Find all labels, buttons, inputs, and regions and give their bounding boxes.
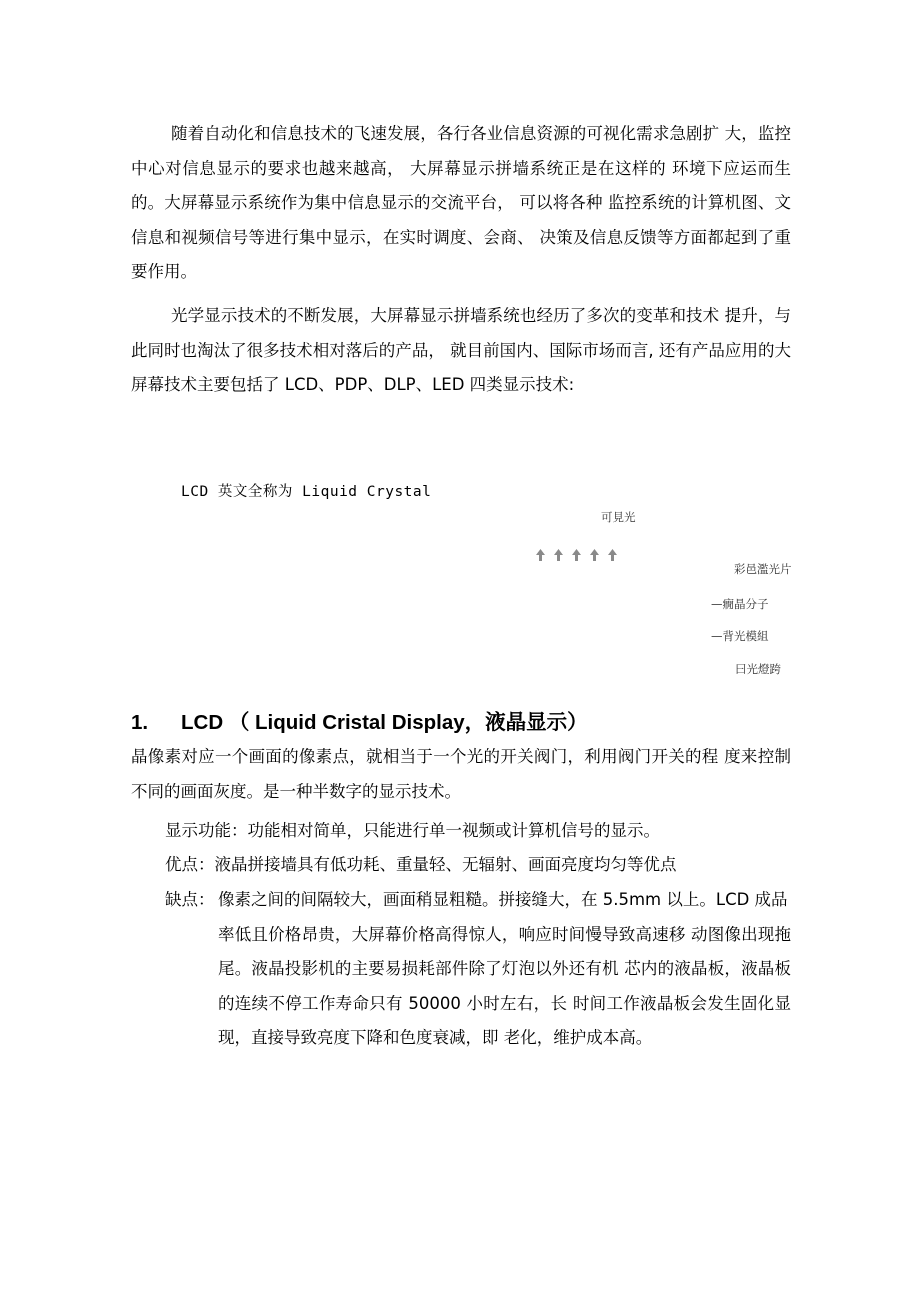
- section-heading: [131, 705, 588, 735]
- disadvantages-rest: 率低且价格昂贵，大屏幕价格高得惊人，响应时间慢导致高速移 动图像出现拖尾。液晶投影机的主要易损耗部件除了灯泡以外还有机 芯内的液晶板，液晶板的连续不停工作寿命只有 50000 小时左右，长 时间工作液晶板会发生固化显现，直接导致亮度下降和色度衰减，即 老化，维护成本高。: [218, 924, 791, 1047]
- advantages-item: 优点：液晶拼接墙具有低功耗、重量轻、无辐射、画面亮度均匀等优点: [165, 855, 677, 874]
- section-title: LCD （ Liquid Cristal Display，液晶显示）: [181, 711, 588, 734]
- disadvantages-item: [165, 883, 791, 1056]
- light-arrow-icon: [536, 549, 545, 561]
- label-visible-light: 可見光: [601, 510, 636, 524]
- section-description: 晶像素对应一个画面的像素点，就相当于一个光的开关阀门，利用阀门开关的程 度来控制不同的画面灰度。是一种半数字的显示技术。: [131, 747, 791, 801]
- label-liquid-crystal-molecule: —癇晶分子: [711, 597, 769, 611]
- light-arrow-icon: [608, 549, 617, 561]
- display-function-item: 显示功能：功能相对简单，只能进行单一视频或计算机信号的显示。: [165, 821, 660, 840]
- label-color-filter: 彩邑濫光片: [734, 562, 792, 576]
- label-lamp: 曰光燈跨: [735, 662, 781, 676]
- section-number: 1.: [131, 711, 149, 734]
- disadvantages-body: [165, 883, 791, 1056]
- light-arrows: [536, 549, 617, 561]
- intro-paragraph-2: 光学显示技术的不断发展，大屏幕显示拼墙系统也经历了多次的变革和技术 提升，与此同时也淘汰了很多技术相对落后的产品， 就目前国内、国际市场而言, 还有产品应用的大屏幕技术主要包括了 LCD、PDP、DLP、LED 四类显示技术:: [131, 306, 791, 394]
- light-arrow-icon: [572, 549, 581, 561]
- disadvantages-label: 缺点：: [165, 890, 215, 909]
- light-arrow-icon: [554, 549, 563, 561]
- figure-caption: LCD 英文全称为 Liquid Crystal: [181, 484, 432, 500]
- label-backlight-module: —背光模組: [711, 629, 769, 643]
- intro-paragraph-1: 随着自动化和信息技术的飞速发展，各行各业信息资源的可视化需求急剧扩 大，监控中心对信息显示的要求也越来越高， 大屏幕显示拼墙系统正是在这样的 环境下应运而生的。大屏幕显示系统作为集中信息显示的交流平台， 可以将各种 监控系统的计算机图、文信息和视频信号等进行集中显示，在实时调度、会商、 决策及信息反馈等方面都起到了重要作用。: [131, 124, 791, 281]
- disadvantages-first-line: 像素之间的间隔较大，画面稍显粗糙。拼接缝大，在 5.5mm 以上。LCD 成品: [218, 890, 788, 909]
- light-arrow-icon: [590, 549, 599, 561]
